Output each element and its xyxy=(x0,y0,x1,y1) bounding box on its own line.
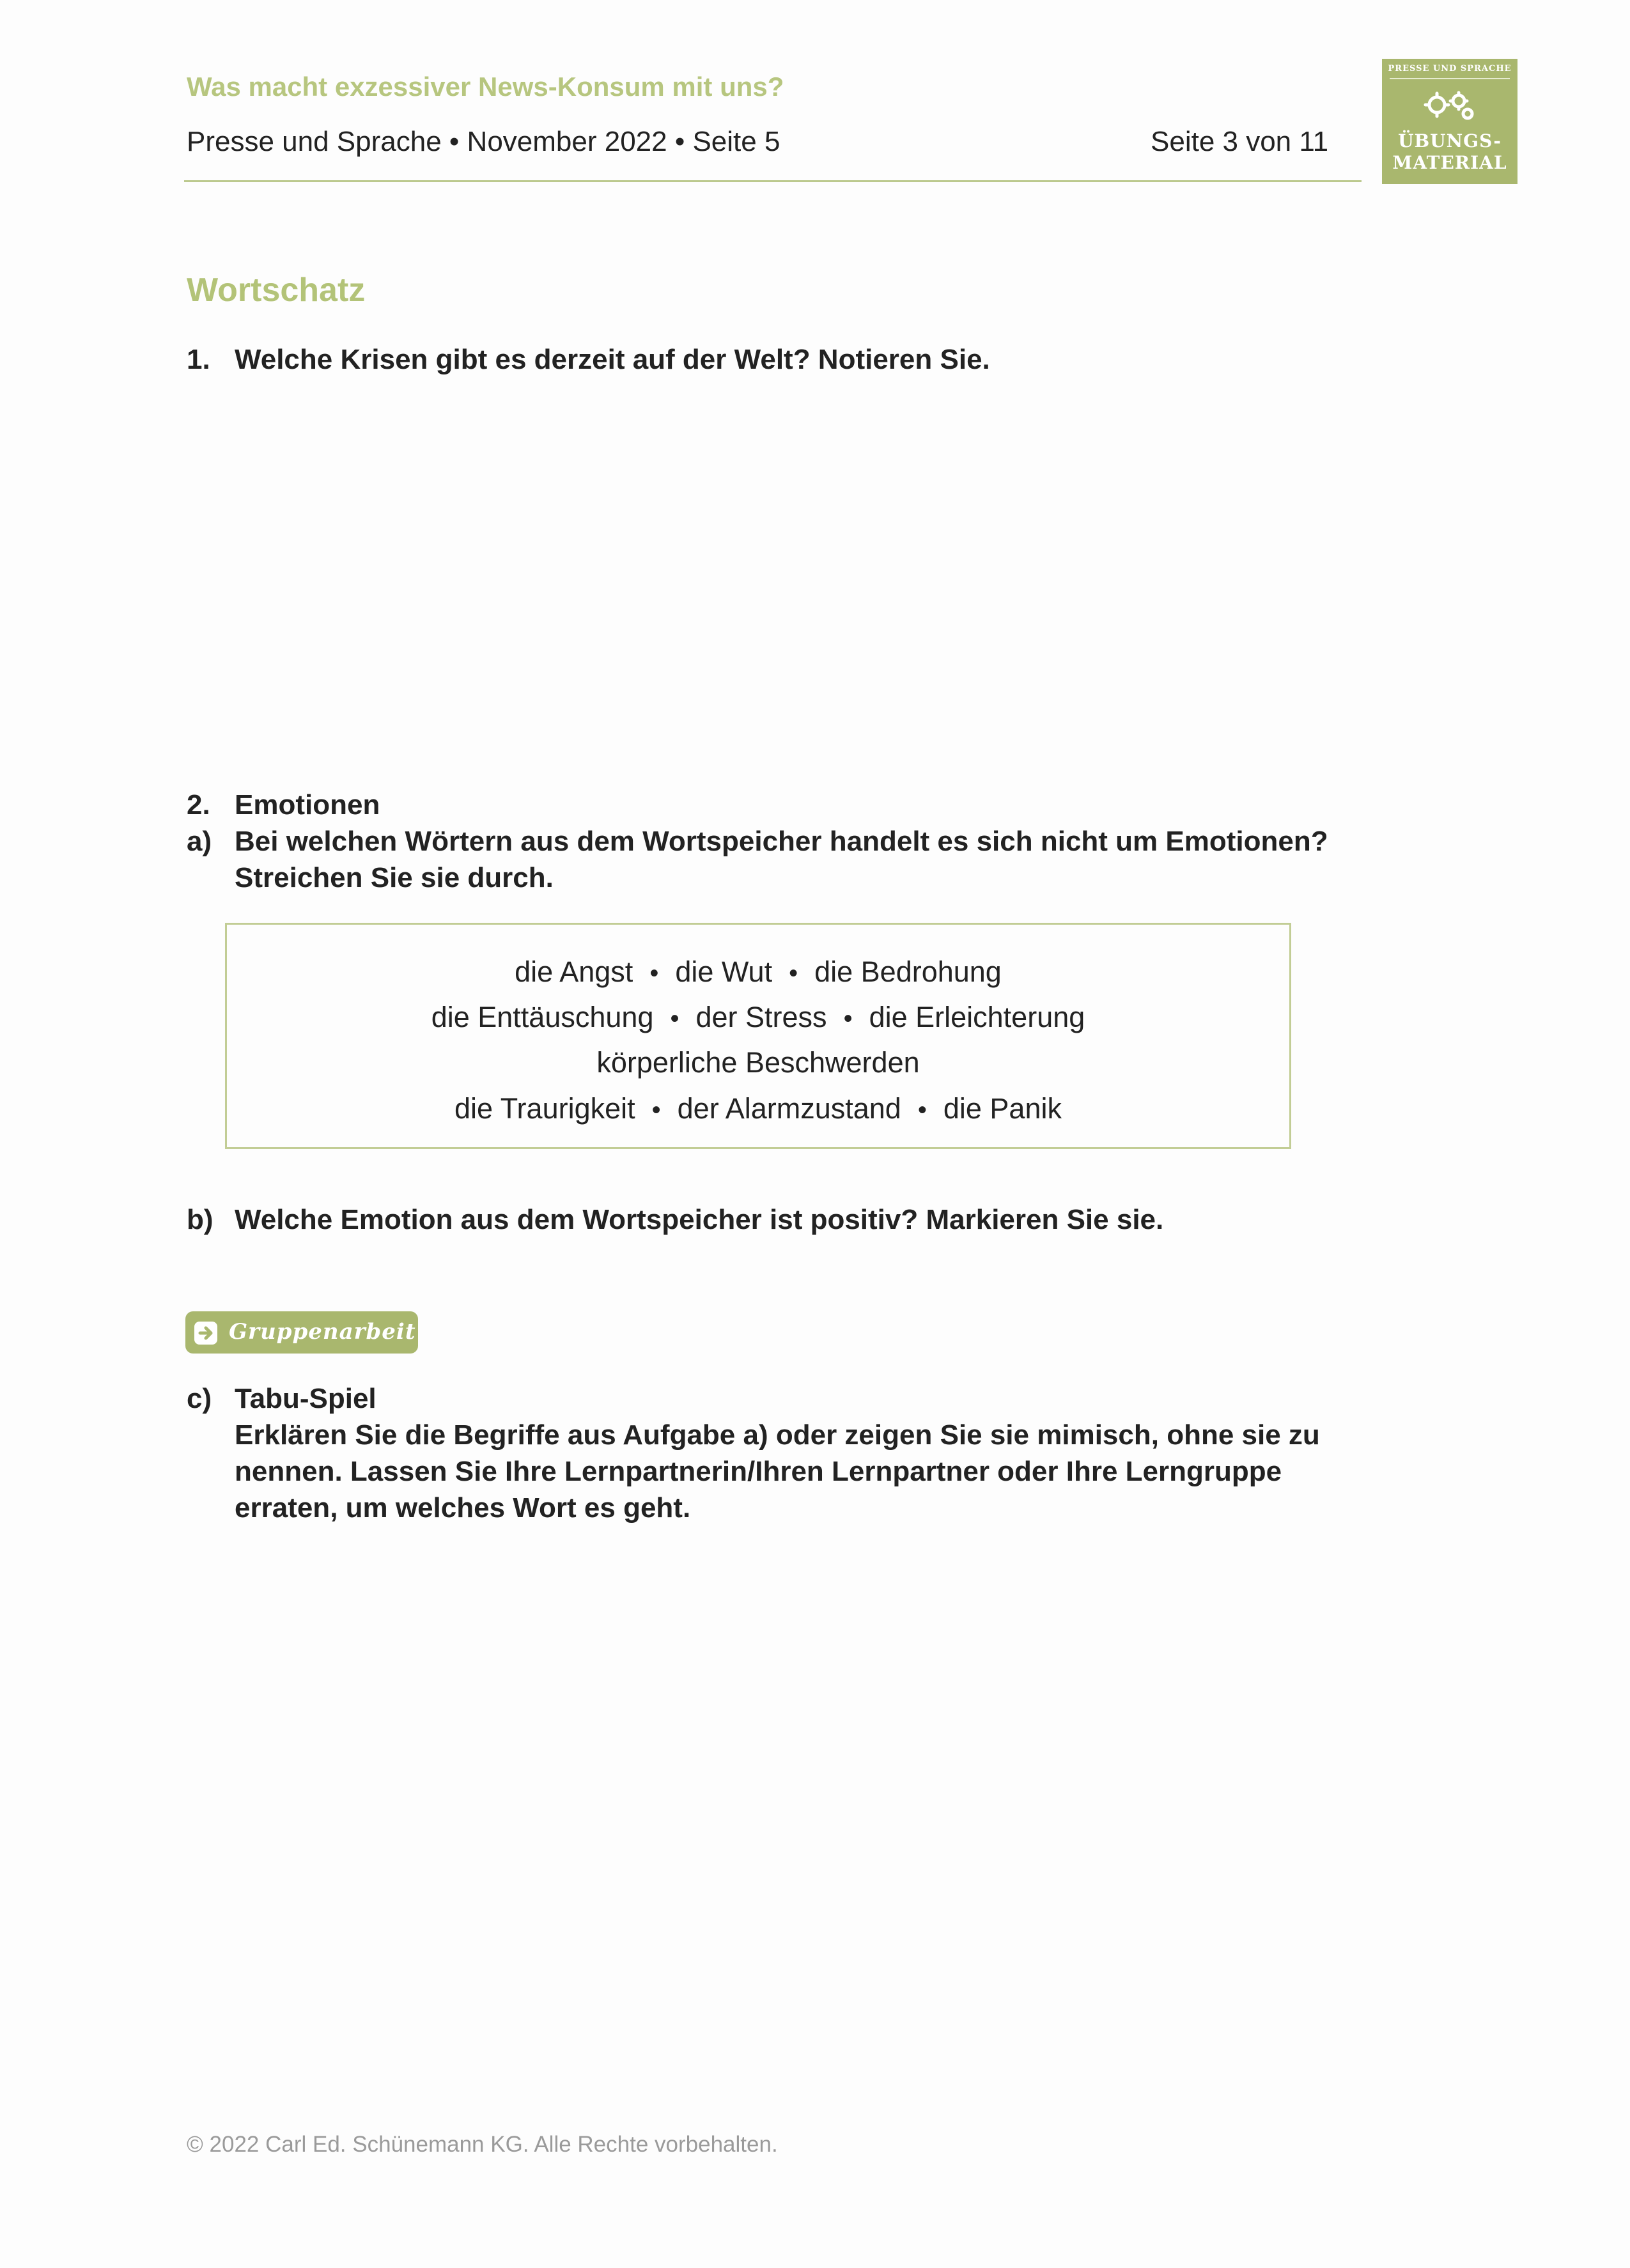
bullet-separator: • xyxy=(917,1096,927,1124)
task-1-number: 1. xyxy=(187,344,210,375)
wordbox-row-4 xyxy=(227,1092,1289,1125)
logo-top-text: PRESSE UND SPRACHE xyxy=(1388,64,1512,73)
bullet-separator: • xyxy=(670,1005,679,1033)
task-2-number: 2. xyxy=(187,789,210,821)
wordbox-row-2 xyxy=(227,1001,1289,1034)
page-indicator: Seite 3 von 11 xyxy=(1151,126,1329,157)
word-item[interactable]: die Bedrohung xyxy=(814,955,1002,988)
word-item[interactable]: der Stress xyxy=(695,1001,827,1033)
word-item[interactable]: die Erleichterung xyxy=(869,1001,1085,1033)
word-item[interactable]: die Traurigkeit xyxy=(454,1092,635,1125)
logo-divider xyxy=(1390,78,1510,79)
gruppenarbeit-badge xyxy=(185,1311,418,1354)
logo-line-2: MATERIAL xyxy=(1392,152,1507,173)
task-2b-label: b) xyxy=(187,1204,213,1235)
task-2a-line-2: Streichen Sie sie durch. xyxy=(235,862,554,893)
arrow-right-icon xyxy=(194,1322,217,1345)
publication-info: Presse und Sprache • November 2022 • Seite 5 xyxy=(187,126,780,157)
task-2a-line-1: Bei welchen Wörtern aus dem Wortspeicher handelt es sich nicht um Emotionen? xyxy=(235,826,1328,857)
task-2c-line-2: nennen. Lassen Sie Ihre Lernpartnerin/Ihren Lernpartner oder Ihre Lerngruppe xyxy=(235,1456,1282,1487)
bullet-separator: • xyxy=(789,959,798,987)
wordbox-row-1 xyxy=(227,955,1289,989)
word-item[interactable]: körperliche Beschwerden xyxy=(596,1046,920,1079)
bullet-separator: • xyxy=(651,1096,661,1124)
task-2c-line-1: Erklären Sie die Begriffe aus Aufgabe a) oder zeigen Sie sie mimisch, ohne sie zu xyxy=(235,1419,1320,1451)
bullet-separator: • xyxy=(649,959,659,987)
task-2a-label: a) xyxy=(187,826,212,857)
word-item[interactable]: die Panik xyxy=(943,1092,1062,1125)
word-item[interactable]: die Enttäuschung xyxy=(431,1001,654,1033)
wordbox-row-3 xyxy=(227,1046,1289,1079)
uebungsmaterial-logo xyxy=(1382,59,1517,184)
header-divider xyxy=(184,180,1362,182)
gears-icon xyxy=(1418,84,1482,129)
task-2b-text: Welche Emotion aus dem Wortspeicher ist positiv? Markieren Sie sie. xyxy=(235,1204,1164,1235)
footer-copyright: © 2022 Carl Ed. Schünemann KG. Alle Rechte vorbehalten. xyxy=(187,2132,778,2157)
logo-bottom-text xyxy=(1382,130,1517,174)
task-2-title: Emotionen xyxy=(235,789,380,821)
word-item[interactable]: der Alarmzustand xyxy=(677,1092,901,1125)
gruppenarbeit-label: Gruppenarbeit xyxy=(229,1319,416,1345)
document-title: Was macht exzessiver News-Konsum mit uns? xyxy=(187,72,784,102)
task-2c-title: Tabu-Spiel xyxy=(235,1383,376,1414)
word-item[interactable]: die Wut xyxy=(675,955,773,988)
bullet-separator: • xyxy=(843,1005,853,1033)
task-2c-line-3: erraten, um welches Wort es geht. xyxy=(235,1492,691,1524)
task-2c-label: c) xyxy=(187,1383,212,1414)
logo-line-1: ÜBUNGS- xyxy=(1398,130,1502,151)
section-title: Wortschatz xyxy=(187,272,366,309)
task-1-text: Welche Krisen gibt es derzeit auf der Welt? Notieren Sie. xyxy=(235,344,990,375)
word-item[interactable]: die Angst xyxy=(515,955,633,988)
wortspeicher-box xyxy=(225,923,1291,1149)
